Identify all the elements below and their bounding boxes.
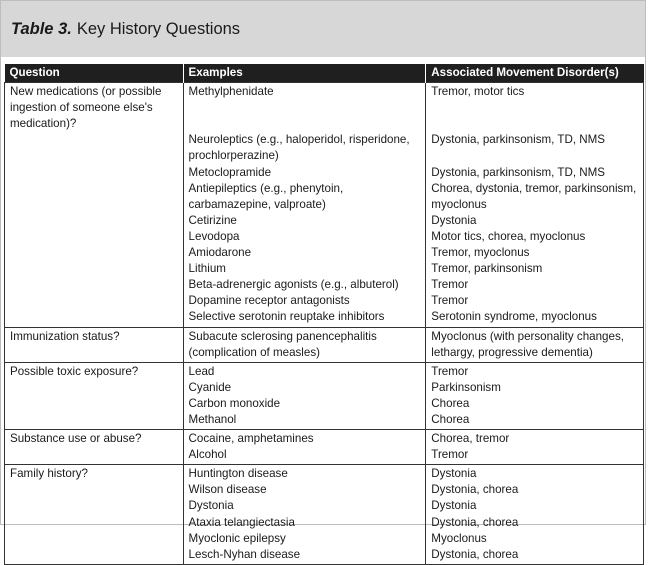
question-cell [5,515,184,531]
table-row [5,277,644,293]
table-title: Key History Questions [76,19,241,38]
disorder-cell: Myoclonus [426,531,644,547]
question-cell: Immunization status? [5,327,184,362]
disorder-cell: Motor tics, chorea, myoclonus [426,229,644,245]
table-row [5,165,644,181]
disorder-cell: Chorea, tremor [426,430,644,448]
disorder-cell: Chorea [426,412,644,430]
table-row [5,327,644,362]
example-cell: Selective serotonin reuptake inhibitors [183,309,426,327]
table-row [5,380,644,396]
table-row [5,482,644,498]
example-cell: Cetirizine [183,213,426,229]
example-cell: Neuroleptics (e.g., haloperidol, risperidone, prochlorperazine) [183,132,426,164]
table-row [5,181,644,213]
disorder-cell: Parkinsonism [426,380,644,396]
question-cell [5,396,184,412]
question-cell [5,277,184,293]
table-row [5,309,644,327]
question-cell: Possible toxic exposure? [5,362,184,380]
question-cell [5,213,184,229]
example-cell: Wilson disease [183,482,426,498]
example-cell: Lithium [183,261,426,277]
question-cell [5,482,184,498]
example-cell: Myoclonic epilepsy [183,531,426,547]
question-cell: New medications (or possible ingestion of someone else's medication)? [5,83,184,133]
question-cell [5,261,184,277]
disorder-cell: Dystonia, chorea [426,482,644,498]
table-row [5,132,644,164]
disorder-cell: Chorea, dystonia, tremor, parkinsonism, myoclonus [426,181,644,213]
question-cell: Family history? [5,465,184,483]
disorder-cell: Chorea [426,396,644,412]
table-row [5,515,644,531]
disorder-cell: Tremor [426,447,644,465]
table-row [5,465,644,483]
example-cell: Metoclopramide [183,165,426,181]
question-cell [5,229,184,245]
example-cell: Levodopa [183,229,426,245]
example-cell: Beta-adrenergic agonists (e.g., albuterol) [183,277,426,293]
disorder-cell: Dystonia [426,498,644,514]
question-cell [5,245,184,261]
example-cell: Huntington disease [183,465,426,483]
question-cell [5,447,184,465]
disorder-cell: Dystonia, parkinsonism, TD, NMS [426,132,644,164]
disorder-cell: Tremor [426,362,644,380]
table-title-bar [1,1,645,57]
example-cell: Alcohol [183,447,426,465]
example-cell: Antiepileptics (e.g., phenytoin, carbamazepine, valproate) [183,181,426,213]
question-cell [5,380,184,396]
table-row [5,261,644,277]
question-cell: Substance use or abuse? [5,430,184,448]
disorder-cell: Tremor, motor tics [426,83,644,133]
header-examples: Examples [183,64,426,83]
question-cell [5,531,184,547]
disorder-cell: Tremor, parkinsonism [426,261,644,277]
disorder-cell: Tremor [426,293,644,309]
question-cell [5,547,184,565]
disorder-cell: Dystonia, chorea [426,515,644,531]
example-cell: Lesch-Nyhan disease [183,547,426,565]
table-row [5,362,644,380]
question-cell [5,412,184,430]
header-row [5,64,644,83]
disorder-cell: Tremor, myoclonus [426,245,644,261]
example-cell: Cocaine, amphetamines [183,430,426,448]
table-row [5,245,644,261]
table-row [5,213,644,229]
disorder-cell: Dystonia, parkinsonism, TD, NMS [426,165,644,181]
example-cell: Dopamine receptor antagonists [183,293,426,309]
disorder-cell: Myoclonus (with personality changes, lethargy, progressive dementia) [426,327,644,362]
table-row [5,412,644,430]
question-cell [5,309,184,327]
header-disorders: Associated Movement Disorder(s) [426,64,644,83]
example-cell: Lead [183,362,426,380]
table-row [5,396,644,412]
disorder-cell: Dystonia, chorea [426,547,644,565]
question-cell [5,293,184,309]
question-cell [5,165,184,181]
disorder-cell: Dystonia [426,465,644,483]
example-cell: Carbon monoxide [183,396,426,412]
question-cell [5,498,184,514]
example-cell: Ataxia telangiectasia [183,515,426,531]
example-cell: Amiodarone [183,245,426,261]
example-cell: Dystonia [183,498,426,514]
table-number: Table 3. [11,19,72,38]
table-row [5,447,644,465]
example-cell: Subacute sclerosing panencephalitis (complication of measles) [183,327,426,362]
table-row [5,293,644,309]
table-row [5,531,644,547]
table-body [5,83,644,565]
example-cell: Cyanide [183,380,426,396]
table-row [5,430,644,448]
question-cell [5,181,184,213]
question-cell [5,132,184,164]
disorder-cell: Tremor [426,277,644,293]
table-row [5,498,644,514]
table-row [5,229,644,245]
disorder-cell: Dystonia [426,213,644,229]
example-cell: Methylphenidate [183,83,426,133]
table-row [5,547,644,565]
header-question: Question [5,64,184,83]
history-questions-table [4,64,644,565]
example-cell: Methanol [183,412,426,430]
table-row [5,83,644,133]
disorder-cell: Serotonin syndrome, myoclonus [426,309,644,327]
